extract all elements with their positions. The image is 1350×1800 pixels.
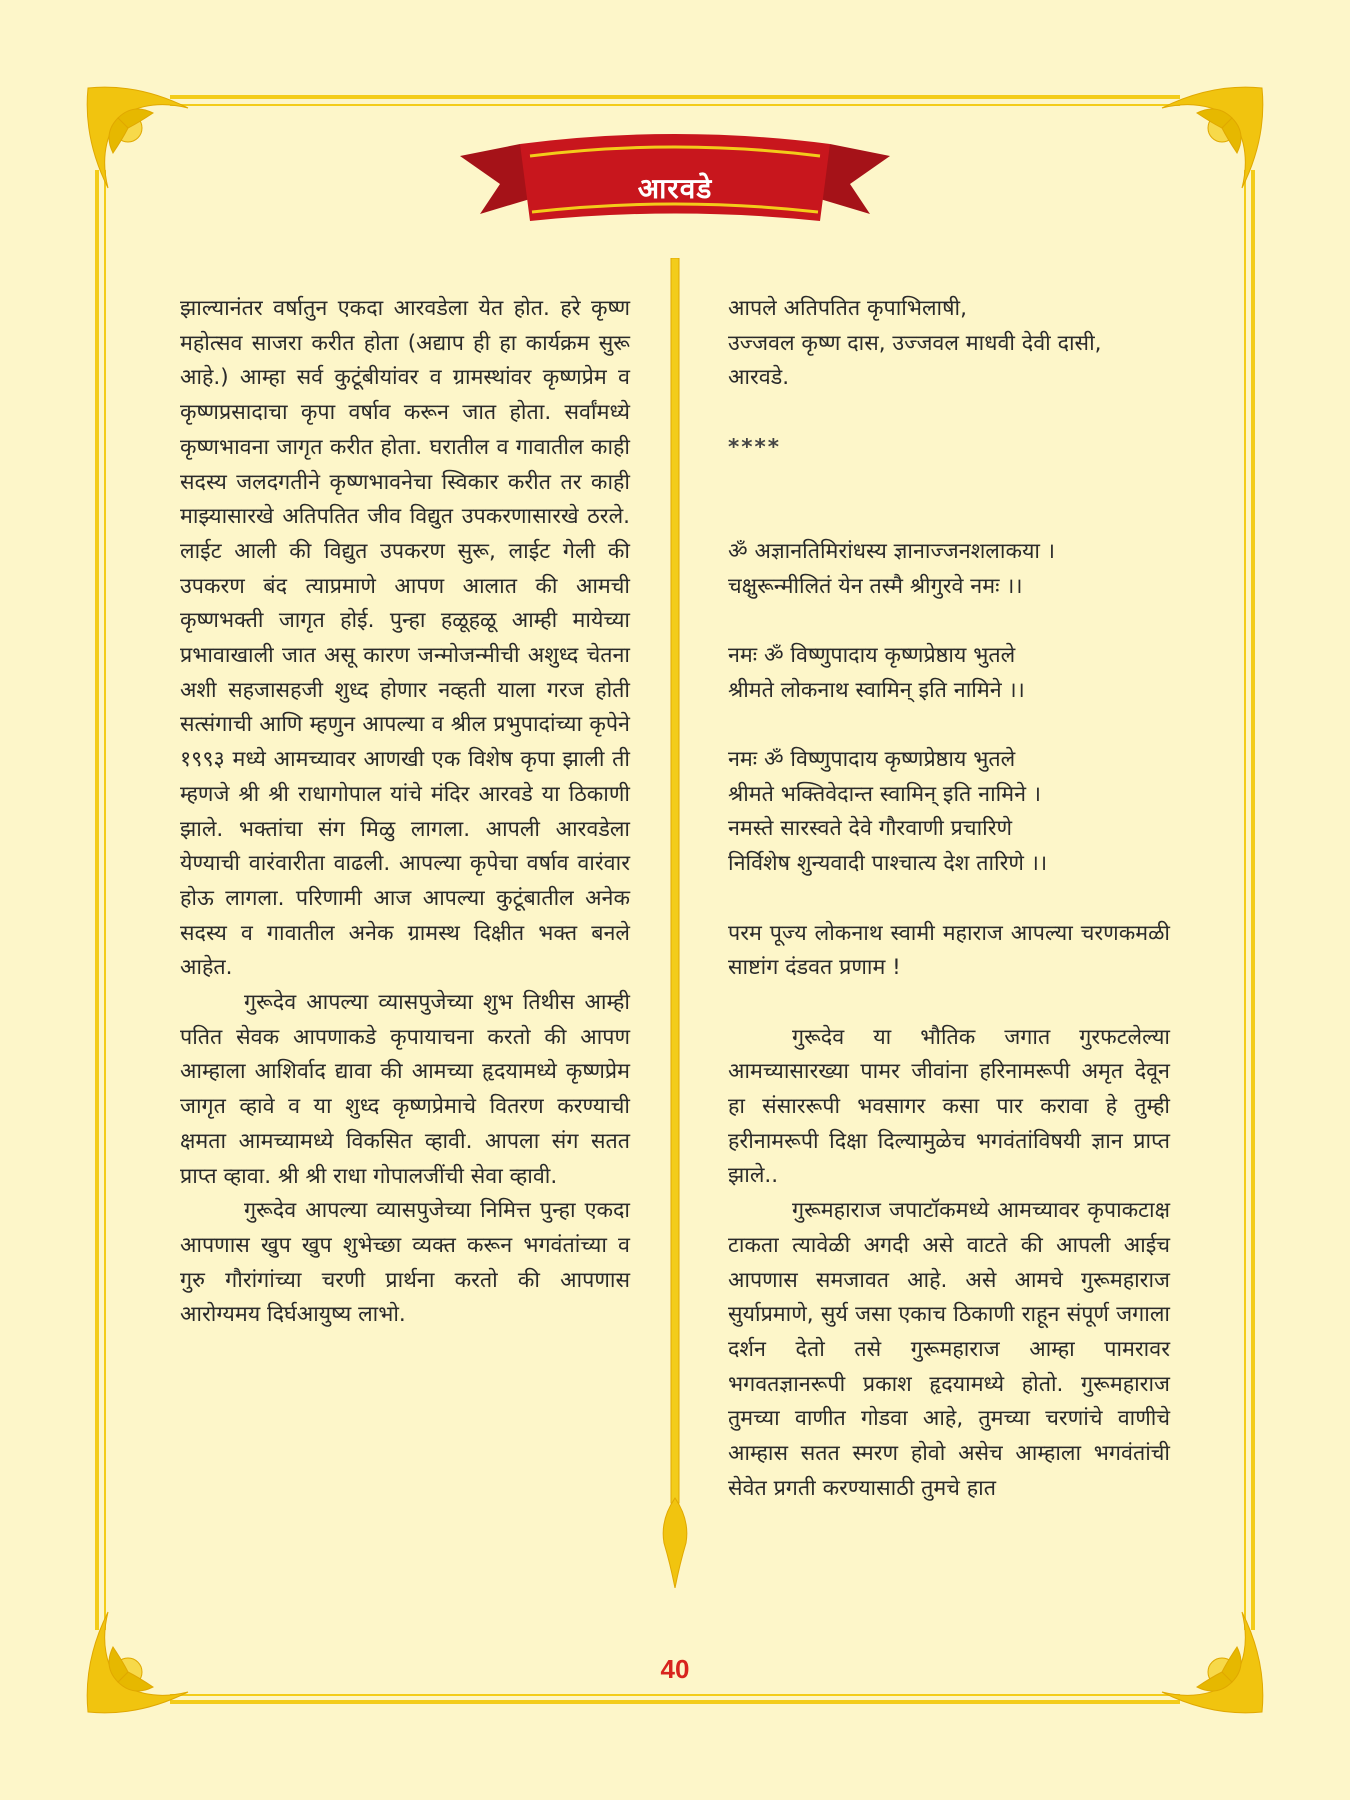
verse-1-line-2: चक्षुरून्मीलितं येन तस्मै श्रीगुरवे नमः ।। [728,573,1023,599]
corner-ornament-bottom-left [78,1602,198,1722]
border-left-inner [104,170,106,1630]
page-number: 40 [660,1654,690,1684]
border-bottom [170,1700,1180,1704]
signature-line-2: उज्जवल कृष्ण दास, उज्जवल माधवी देवी दासी, [728,330,1102,356]
page-title: आरवडे [637,172,713,205]
signature-line-3: आरवडे. [728,365,790,391]
border-top [170,95,1180,99]
verse-3-line-1: नमः ॐ विष्णुपादाय कृष्णप्रेष्ठाय भुतले [728,747,1016,773]
right-paragraph-1: गुरूदेव या भौतिक जगात गुरफटलेल्या आमच्यासारख्या पामर जीवांना हरिनामरूपी अमृत देवून हा संसाररूपी भवसागर कसा पार करावा हे तुम्ही हरीनामरूपी दिक्षा दिल्यामुळेच भगवंतांविषयी ज्ञान प्राप्त झाले.. [728,1024,1170,1189]
left-column [180,292,630,1333]
verse-3-line-4: निर्विशेष शुन्यवादी पाश्चात्य देश तारिणे ।। [728,851,1048,877]
corner-ornament-top-left [78,78,198,198]
border-right [1251,170,1255,1630]
corner-ornament-top-right [1152,78,1272,198]
verse-3-line-2: श्रीमते भक्तिवेदान्त स्वामिन् इति नामिने । [728,781,1041,807]
left-paragraph-2: गुरूदेव आपल्या व्यासपुजेच्या शुभ तिथीस आम्ही पतित सेवक आपणाकडे कृपायाचना करतो की आपण आम्हाला आशिर्वाद द्यावा की आमच्या हृदयामध्ये कृष्णप्रेम जागृत व्हावे व या शुध्द कृष्णप्रेमाचे वितरण करण्याची क्षमता आमच्यामध्ये विकसित व्हावी. आपला संग सतत प्राप्त व्हावा. श्री श्री राधा गोपालजींची सेवा व्हावी. [180,990,630,1189]
verse-2-line-1: नमः ॐ विष्णुपादाय कृष्णप्रेष्ठाय भुतले [728,642,1016,668]
border-right-inner [1244,170,1246,1630]
border-left [95,170,99,1630]
corner-ornament-bottom-right [1152,1602,1272,1722]
verse-2-line-2: श्रीमते लोकनाथ स्वामिन् इति नामिने ।। [728,677,1025,703]
right-column [728,292,1170,1507]
border-bottom-inner [170,1694,1180,1696]
verse-1-line-1: ॐ अज्ञानतिमिरांधस्य ज्ञानाज्जनशलाकया । [728,538,1055,564]
verse-3-line-3: नमस्ते सारस्वते देवे गौरवाणी प्रचारिणे [728,816,1013,842]
right-paragraph-2: गुरूमहाराज जपाटॉकमध्ये आमच्यावर कृपाकटाक्ष टाकता त्यावेळी अगदी असे वाटते की आपली आईच आपणास समजावत आहे. असे आमचे गुरूमहाराज सुर्याप्रमाणे, सुर्य जसा एकाच ठिकाणी राहून संपूर्ण जगाला दर्शन देतो तसे गुरूमहाराज आम्हा पामरावर भगवतज्ञानरूपी प्रकाश हृदयामध्ये होतो. गुरूमहाराज तुमच्या वाणीत गोडवा आहे, तुमच्या चरणांचे वाणीचे आम्हास सतत स्मरण होवो असेच आम्हाला भगवंतांची सेवेत प्रगती करण्यासाठी तुमचे हात [728,1198,1170,1501]
column-divider [658,258,692,1588]
section-separator: **** [728,434,781,460]
border-top-inner [170,104,1180,106]
signature-line-1: आपले अतिपतित कृपाभिलाषी, [728,296,967,321]
salutation: परम पूज्य लोकनाथ स्वामी महाराज आपल्या चरणकमळी साष्टांग दंडवत प्रणाम ! [728,920,1170,981]
left-paragraph-1: झाल्यानंतर वर्षातुन एकदा आरवडेला येत होत. हरे कृष्ण महोत्सव साजरा करीत होता (अद्याप ही हा कार्यक्रम सुरू आहे.) आम्हा सर्व कुटूंबीयांवर व ग्रामस्थांवर कृष्णप्रेम व कृष्णप्रसादाचा कृपा वर्षाव करून जात होता. सर्वांमध्ये कृष्णभावना जागृत करीत होता. घरातील व गावातील काही सदस्य जलदगतीने कृष्णभावनेचा स्विकार करीत तर काही माझ्यासारखे अतिपतित जीव विद्युत उपकरणासारखे ठरले. लाईट आली की विद्युत उपकरण सुरू, लाईट गेली की उपकरण बंद त्याप्रमाणे आपण आलात की आमची कृष्णभक्ती जागृत होई. पुन्हा हळूहळू आम्ही मायेच्या प्रभावाखाली जात असू कारण जन्मोजन्मीची अशुध्द चेतना अशी सहजासहजी शुध्द होणार नव्हती याला गरज होती सत्संगाची आणि म्हणुन आपल्या व श्रील प्रभुपादांच्या कृपेने १९९३ मध्ये आमच्यावर आणखी एक विशेष कृपा झाली ती म्हणजे श्री श्री राधागोपाल यांचे मंदिर आरवडे या ठिकाणी झाले. भक्तांचा संग मिळु लागला. आपली आरवडेला येण्याची वारंवारीता वाढली. आपल्या कृपेचा वर्षाव वारंवार होऊ लागला. परिणामी आज आपल्या कुटूंबातील अनेक सदस्य व गावातील अनेक ग्रामस्थ दिक्षीत भक्त बनले आहेत. [180,296,630,981]
left-paragraph-3: गुरूदेव आपल्या व्यासपुजेच्या निमित्त पुन्हा एकदा आपणास खुप खुप शुभेच्छा व्यक्त करून भगवंतांच्या व गुरु गौरांगांच्या चरणी प्रार्थना करतो की आपणास आरोग्यमय दिर्घआयुष्य लाभो. [180,1198,630,1328]
